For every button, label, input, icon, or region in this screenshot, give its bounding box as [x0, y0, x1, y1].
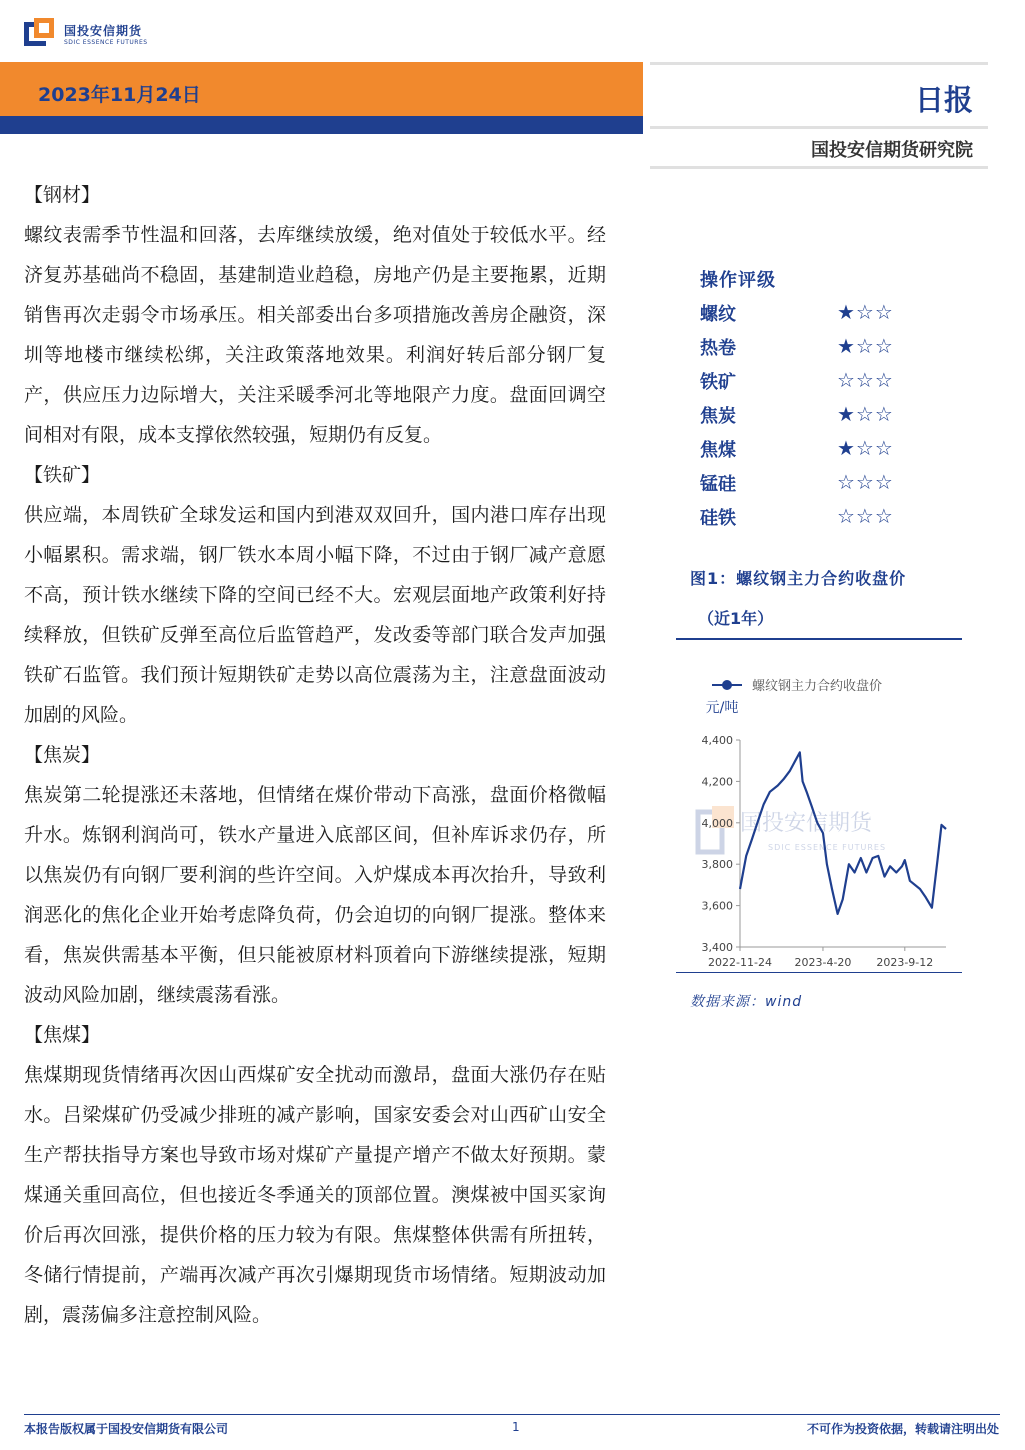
rating-row	[700, 470, 930, 496]
report-date: 2023年11月24日	[38, 84, 201, 106]
footer-copyright: 本报告版权属于国投安信期货有限公司	[24, 1422, 229, 1436]
y-tick-label: 3,600	[701, 899, 733, 913]
rating-name: 硅铁	[700, 508, 736, 529]
section-body: 焦煤期现货情绪再次因山西煤矿安全扰动而激昂，盘面大涨仍存在贴水。吕梁煤矿仍受减少排班的减产影响，国家安委会对山西矿山安全生产帮扶指导方案也导致市场对煤矿产量提产增产不做太好预期。蒙煤通关重回高位，但也接近冬季通关的顶部位置。澳煤被中国买家询价后再次回涨，提供价格的压力较为有限。焦煤整体供需有所扭转，冬储行情提前，产端再次减产再次引爆期现货市场情绪。短期波动加剧，震荡偏多注意控制风险。	[24, 1064, 606, 1326]
price-line-chart	[676, 664, 962, 972]
x-tick-label: 2023-4-20	[794, 956, 852, 969]
rating-row	[700, 368, 930, 394]
data-source: 数据来源：wind	[690, 994, 803, 1010]
y-tick-label: 3,800	[701, 858, 733, 872]
company-logo	[24, 16, 148, 52]
star-rating-icon: ☆☆☆	[837, 504, 894, 528]
y-tick-label: 3,400	[701, 941, 733, 954]
main-content	[24, 175, 606, 1335]
x-tick-label: 2023-9-12	[876, 956, 934, 969]
institute-name: 国投安信期货研究院	[811, 140, 973, 161]
rating-name: 焦炭	[700, 406, 736, 427]
legend-marker	[722, 680, 732, 690]
rating-name: 焦煤	[700, 440, 736, 461]
watermark-text-en: SDIC ESSENCE FUTURES	[768, 843, 887, 852]
section-title: 【铁矿】	[24, 464, 101, 486]
figure-title: 图1：螺纹钢主力合约收盘价	[690, 569, 907, 588]
section-body: 螺纹表需季节性温和回落，去库继续放缓，绝对值处于较低水平。经济复苏基础尚不稳固，基建制造业趋稳，房地产仍是主要拖累，近期销售再次走弱令市场承压。相关部委出台多项措施改善房企融资，深圳等地楼市继续松绑，关注政策落地效果。利润好转后部分钢厂复产，供应压力边际增大，关注采暖季河北等地限产力度。盘面回调空间相对有限，成本支撑依然较强，短期仍有反复。	[24, 224, 606, 446]
section-body: 焦炭第二轮提涨还未落地，但情绪在煤价带动下高涨，盘面价格微幅升水。炼钢利润尚可，铁水产量进入底部区间，但补库诉求仍存，所以焦炭仍有向钢厂要利润的些许空间。入炉煤成本再次抬升，导致利润恶化的焦化企业开始考虑降负荷，仍会迫切的向钢厂提涨。整体来看，焦炭供需基本平衡，但只能被原材料顶着向下游继续提涨，短期波动风险加剧，继续震荡看涨。	[24, 784, 606, 1006]
divider	[650, 126, 988, 129]
star-rating-icon: ☆☆☆	[837, 470, 894, 494]
footer-disclaimer: 不可作为投资依据，转载请注明出处	[806, 1422, 999, 1436]
logo-name-en: SDIC ESSENCE FUTURES	[64, 39, 148, 46]
star-rating-icon: ☆☆☆	[837, 368, 894, 392]
figure-bottom-divider	[676, 972, 962, 973]
header-blue-band	[0, 116, 643, 134]
rating-title: 操作评级	[700, 270, 776, 291]
y-tick-label: 4,200	[701, 775, 733, 789]
rating-name: 锰硅	[700, 474, 736, 495]
section-title: 【钢材】	[24, 184, 101, 206]
figure-divider	[676, 638, 962, 640]
legend-label: 螺纹钢主力合约收盘价	[752, 679, 883, 694]
rating-row	[700, 334, 930, 360]
section-title: 【焦煤】	[24, 1024, 101, 1046]
y-axis-label: 元/吨	[705, 700, 739, 716]
footer-divider	[24, 1414, 1000, 1415]
logo-name-cn: 国投安信期货	[64, 24, 143, 38]
divider	[650, 166, 988, 169]
y-tick-label: 4,400	[701, 734, 733, 747]
section-body: 供应端，本周铁矿全球发运和国内到港双双回升，国内港口库存出现小幅累积。需求端，钢厂铁水本周小幅下降，不过由于钢厂减产意愿不高，预计铁水继续下降的空间已经不大。宏观层面地产政策利好持续释放，但铁矿反弹至高位后监管趋严，发改委等部门联合发声加强铁矿石监管。我们预计短期铁矿走势以高位震荡为主，注意盘面波动加剧的风险。	[24, 504, 606, 726]
rating-name: 铁矿	[700, 372, 736, 393]
logo-mark-icon	[24, 18, 58, 50]
figure-subtitle: （近1年）	[698, 609, 774, 628]
y-tick-label: 4,000	[701, 816, 733, 830]
x-tick-label: 2022-11-24	[708, 956, 772, 969]
rating-row	[700, 504, 930, 530]
watermark-text: 国投安信期货	[740, 811, 873, 836]
page-number: 1	[512, 1420, 520, 1434]
rating-row	[700, 300, 930, 326]
star-rating-icon: ★☆☆	[837, 436, 894, 460]
star-rating-icon: ★☆☆	[837, 402, 894, 426]
section-title: 【焦炭】	[24, 744, 101, 766]
divider	[650, 62, 988, 65]
rating-row	[700, 402, 930, 428]
rating-row	[700, 436, 930, 462]
rating-name: 螺纹	[700, 304, 736, 325]
report-type: 日报	[914, 83, 973, 117]
star-rating-icon: ★☆☆	[837, 334, 894, 358]
star-rating-icon: ★☆☆	[837, 300, 894, 324]
rating-name: 热卷	[700, 338, 736, 359]
chart-legend	[712, 678, 882, 694]
